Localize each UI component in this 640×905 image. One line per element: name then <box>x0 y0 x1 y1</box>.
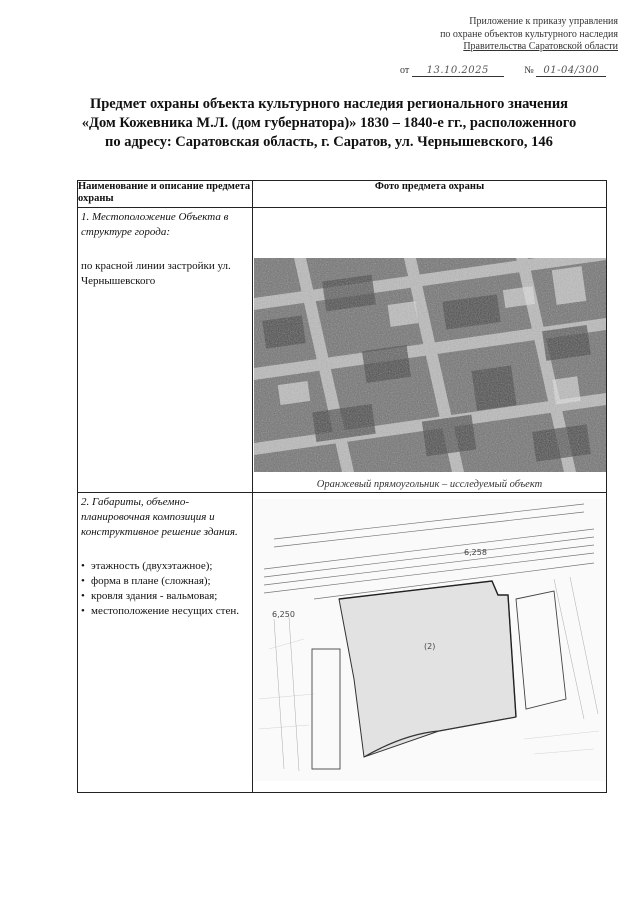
row1-photo-cell <box>253 208 607 493</box>
date-value: 13.10.2025 <box>426 65 489 76</box>
row1-photo-caption: Оранжевый прямоугольник – исследуемый объект <box>316 479 543 490</box>
row2-description <box>78 493 253 793</box>
row2-photo-cell <box>253 493 607 793</box>
list-item: • кровля здания - вальмовая; <box>81 590 218 602</box>
number-field <box>536 65 606 77</box>
row1-text: по красной линии застройки ул. Чернышевского <box>81 260 231 287</box>
row2-bullet-4: местоположение несущих стен. <box>91 605 239 617</box>
list-item: • этажность (двухэтажное); <box>81 560 213 572</box>
list-item: • форма в плане (сложная); <box>81 575 211 587</box>
appendix-line-2: по охране объектов культурного наследия <box>440 28 618 40</box>
plan-label-1: 6,250 <box>271 610 295 619</box>
protection-table <box>77 180 607 793</box>
col1-header: Наименование и описание предмета охраны <box>78 181 253 208</box>
row2-bullet-1: этажность (двухэтажное); <box>91 560 213 572</box>
satellite-photo <box>254 258 606 472</box>
table-row <box>78 493 607 793</box>
date-field <box>412 65 504 77</box>
table-header-row <box>78 181 607 208</box>
row2-heading: 2. Габариты, объемно-планировочная композиция и конструктивное решение здания. <box>81 496 238 538</box>
number-value: 01-04/300 <box>543 65 600 76</box>
list-item: • местоположение несущих стен. <box>81 605 239 617</box>
number-prefix: № <box>524 65 534 76</box>
row1-description <box>78 208 253 493</box>
col2-header: Фото предмета охраны <box>253 181 607 208</box>
plan-label-2: 6,258 <box>463 548 487 557</box>
plan-label-3: (2) <box>423 642 435 651</box>
row2-bullet-2: форма в плане (сложная); <box>91 575 211 587</box>
appendix-line-1: Приложение к приказу управления <box>469 16 618 27</box>
table-row <box>78 208 607 493</box>
row2-bullet-3: кровля здания - вальмовая; <box>91 590 218 602</box>
appendix-note <box>360 16 618 54</box>
appendix-line-3: Правительства Саратовской области <box>463 41 618 52</box>
row1-heading: 1. Местоположение Объекта в структуре города: <box>81 211 229 238</box>
site-plan-drawing <box>254 499 606 781</box>
date-prefix: от <box>400 65 410 76</box>
order-date-number <box>400 65 618 77</box>
document-title: Предмет охраны объекта культурного наследия регионального значения «Дом Кожевника М.Л. (дом губернатора)» 1830 – 1840-е гг., расположенного по адресу: Саратовская область, г. Саратов, ул. Чернышевского, 146 <box>81 96 577 150</box>
